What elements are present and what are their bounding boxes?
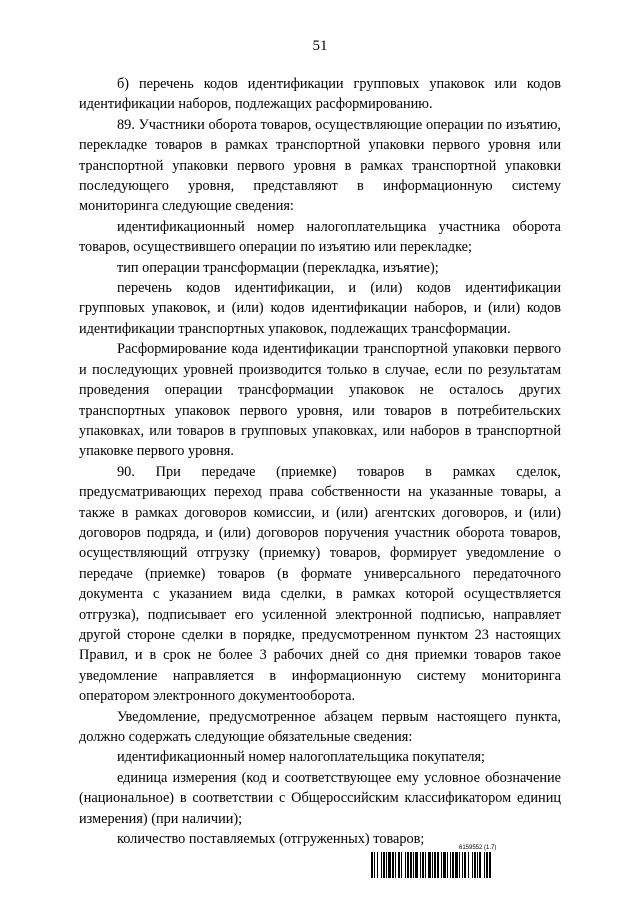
paragraph: 89. Участники оборота товаров, осуществляющие операции по изъятию, перекладке товаров в рамках транспортной упаковки первого уровня или транспортной упаковки первого уровня в рамках транспортной упаковки последующего уровня, представляют в информационную систему мониторинга следующие сведения: bbox=[79, 116, 561, 215]
document-text bbox=[79, 74, 561, 849]
paragraph: 90. При передаче (приемке) товаров в рамках сделок, предусматривающих переход права собственности на указанные товары, а также в рамках договоров комиссии, и (или) агентских договоров, и (или) договоров подряда, и (или) договоров поручения участник оборота товаров, осуществляющий отгрузку (приемку) товаров, формирует уведомление о передаче (приемке) товаров (в формате универсального передаточного документа с указанием вида сделки, в рамках которой осуществляется отгрузка), подписывает его усиленной электронной подписью, направляет другой стороне сделки в порядке, предусмотренном пунктом 23 настоящих Правил, и в срок не более 3 рабочих дней со дня приемки товаров такое уведомление направляется в информационную систему мониторинга оператором электронного документооборота. bbox=[79, 463, 561, 705]
paragraph: перечень кодов идентификации, и (или) кодов идентификации групповых упаковок, и (или) кодов идентификации наборов, и (или) кодов идентификации транспортных упаковок, подлежащих трансформации. bbox=[79, 280, 561, 337]
paragraph: Расформирование кода идентификации транспортной упаковки первого и последующих уровней производится только в случае, если по результатам проведения операции трансформации упаковок не осталось других транспортных упаковок первого уровня, или товаров в потребительских упаковках, или товаров в групповых упаковках, или наборов в транспортной упаковке первого уровня. bbox=[79, 341, 561, 460]
barcode-icon bbox=[371, 852, 561, 878]
page-number: 51 bbox=[312, 38, 328, 54]
paragraph: идентификационный номер налогоплательщика участника оборота товаров, осуществившего операции по изъятию или перекладке; bbox=[79, 218, 561, 256]
paragraph: количество поставляемых (отгруженных) товаров; bbox=[117, 831, 425, 848]
paragraph: тип операции трансформации (перекладка, изъятие); bbox=[117, 259, 439, 276]
paragraph: идентификационный номер налогоплательщика покупателя; bbox=[117, 749, 486, 766]
paragraph: единица измерения (код и соответствующее ему условное обозначение (национальное) в соответствии с Общероссийским классификатором единиц измерения) (при наличии); bbox=[79, 769, 561, 827]
paragraph: б) перечень кодов идентификации групповых упаковок или кодов идентификации наборов, подлежащих расформированию. bbox=[79, 76, 561, 113]
paragraph: Уведомление, предусмотренное абзацем первым настоящего пункта, должно содержать следующие обязательные сведения: bbox=[79, 708, 561, 745]
document-code: 6159552 (1.7) bbox=[459, 845, 497, 851]
